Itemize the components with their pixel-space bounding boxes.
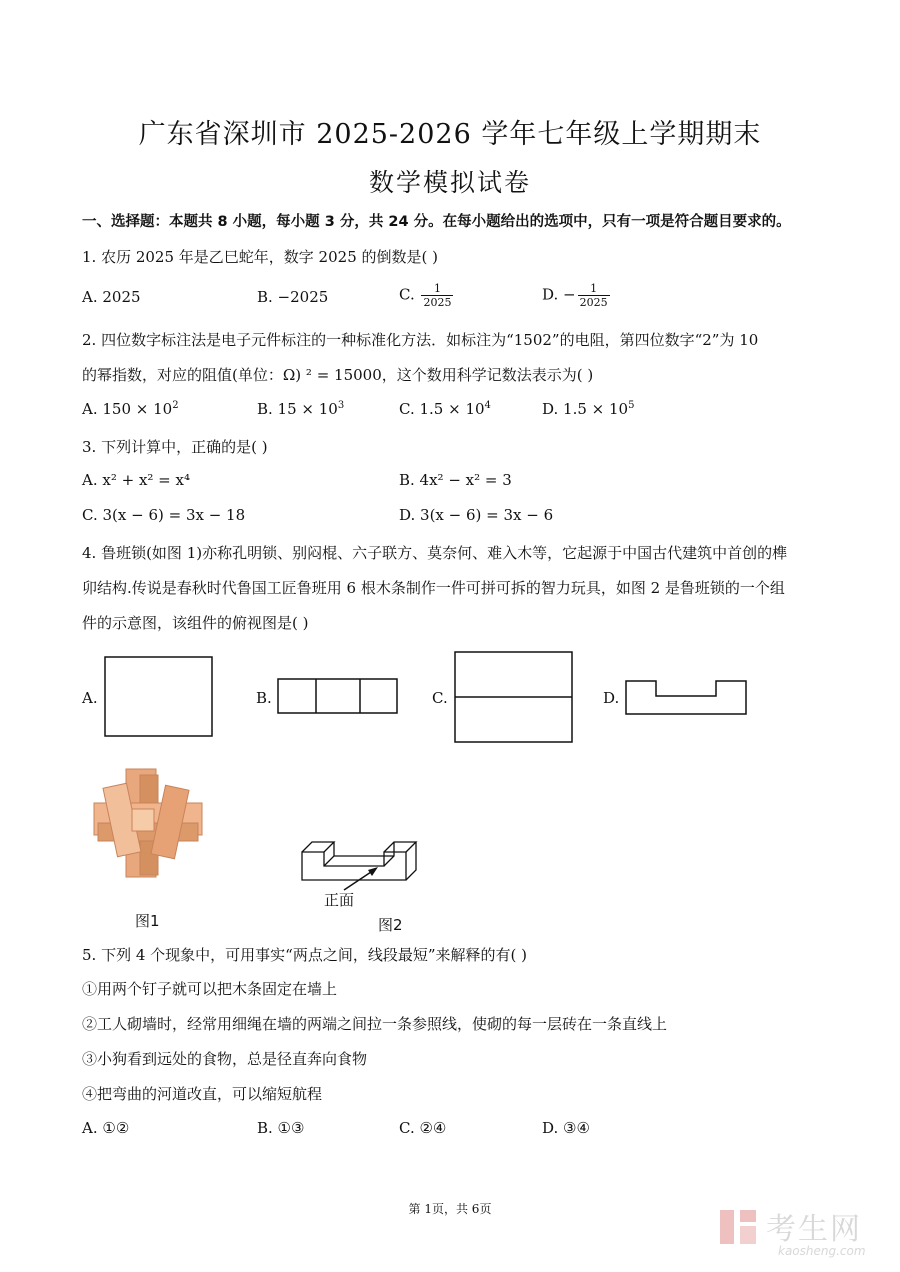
q2-option-d	[542, 400, 634, 418]
q4-option-c-label: C.	[432, 689, 448, 707]
page-footer: 第 1页，共 6页	[408, 1202, 492, 1216]
q2-stem-2: 的幂指数，对应的阻值(单位：Ω) ² = 15000，这个数用科学记数法表示为( )	[82, 366, 594, 384]
q2-option-b	[257, 400, 344, 418]
figure-2-caption: 图2	[378, 916, 403, 934]
q2-a-base: A. 150 × 10	[82, 400, 173, 418]
q3-option-d: D. 3(x − 6) = 3x − 6	[399, 506, 554, 524]
title-line-1: 广东省深圳市 2025-2026 学年七年级上学期期末	[138, 119, 762, 150]
watermark-text: 考生网	[766, 1212, 862, 1247]
q2-b-exp: 3	[337, 400, 345, 411]
q4-option-d-label: D.	[603, 689, 620, 707]
q5-option-c: C. ②④	[399, 1119, 447, 1137]
q4-option-a-rect	[105, 657, 212, 736]
q5-item-1: ①用两个钉子就可以把木条固定在墙上	[82, 980, 338, 998]
q1-option-d-prefix: D. −	[542, 285, 576, 304]
q4-stem-3: 件的示意图，该组件的俯视图是( )	[82, 614, 309, 632]
q2-b-base: B. 15 × 10	[257, 400, 338, 418]
q5-option-b: B. ①③	[257, 1119, 305, 1137]
front-label: 正面	[324, 891, 355, 909]
q4-options-diagram	[0, 640, 900, 760]
q1-d-fraction	[578, 282, 610, 309]
q4-option-b-shape	[278, 679, 397, 713]
q5-stem: 5. 下列 4 个现象中，可用事实“两点之间，线段最短”来解释的有( )	[82, 946, 527, 964]
q4-stem-2: 卯结构.传说是春秋时代鲁国工匠鲁班用 6 根木条制作一件可拼可拆的智力玩具，如图 2 是鲁班锁的一个组	[82, 579, 785, 597]
q4-option-b-label: B.	[256, 689, 272, 707]
q1-option-a: A. 2025	[82, 288, 141, 306]
q2-option-a	[82, 400, 179, 418]
q3-stem: 3. 下列计算中，正确的是( )	[82, 438, 268, 456]
q2-a-exp: 2	[172, 400, 179, 411]
watermark-subtext: kaosheng.com	[778, 1244, 866, 1258]
q1-stem: 1. 农历 2025 年是乙巳蛇年，数字 2025 的倒数是( )	[82, 248, 438, 266]
q1-d-den: 2025	[579, 296, 608, 309]
section-heading: 一、选择题：本题共 8 小题，每小题 3 分，共 24 分。在每小题给出的选项中，只有一项是符合题目要求的。	[82, 214, 791, 230]
q2-option-c	[399, 400, 491, 418]
figure-1-caption: 图1	[135, 912, 160, 930]
q1-c-num: 1	[421, 282, 453, 296]
q5-item-3: ③小狗看到远处的食物，总是径直奔向食物	[82, 1050, 368, 1068]
q1-c-den: 2025	[423, 296, 452, 309]
q2-d-base: D. 1.5 × 10	[542, 400, 629, 418]
q1-option-c-prefix: C.	[399, 285, 420, 304]
q1-option-d	[542, 282, 610, 309]
q5-item-4: ④把弯曲的河道改直，可以缩短航程	[82, 1085, 323, 1103]
q4-option-c-shape	[455, 652, 572, 742]
q1-c-fraction	[421, 282, 453, 309]
q2-c-exp: 4	[484, 400, 491, 411]
q2-stem-1: 2. 四位数字标注法是电子元件标注的一种标准化方法．如标注为“1502”的电阻，第四位数字“2”为 10	[82, 331, 759, 349]
q5-option-a: A. ①②	[82, 1119, 130, 1137]
q4-option-d-shape	[626, 681, 746, 714]
q4-stem-1: 4. 鲁班锁(如图 1)亦称孔明锁、别闷棍、六子联方、莫奈何、难入木等，它起源于中国古代建筑中首创的榫	[82, 544, 788, 562]
q5-option-d: D. ③④	[542, 1119, 590, 1137]
q3-option-b: B. 4x² − x² = 3	[399, 471, 512, 489]
q4-option-a-label: A.	[82, 689, 98, 707]
q1-option-b: B. −2025	[257, 288, 329, 306]
q1-option-c	[399, 282, 453, 309]
q2-c-base: C. 1.5 × 10	[399, 400, 485, 418]
q5-item-2: ②工人砌墙时，经常用细绳在墙的两端之间拉一条参照线，使砌的每一层砖在一条直线上	[82, 1015, 668, 1033]
q2-d-exp: 5	[628, 400, 635, 411]
title-line-2: 数学模拟试卷	[368, 168, 531, 197]
q3-option-a: A. x² + x² = x⁴	[82, 471, 190, 489]
luban-component-sketch	[296, 828, 436, 913]
q1-d-num: 1	[578, 282, 610, 296]
luban-lock-image	[88, 765, 208, 885]
watermark-logo-icon	[718, 1206, 760, 1250]
q3-option-c: C. 3(x − 6) = 3x − 18	[82, 506, 246, 524]
